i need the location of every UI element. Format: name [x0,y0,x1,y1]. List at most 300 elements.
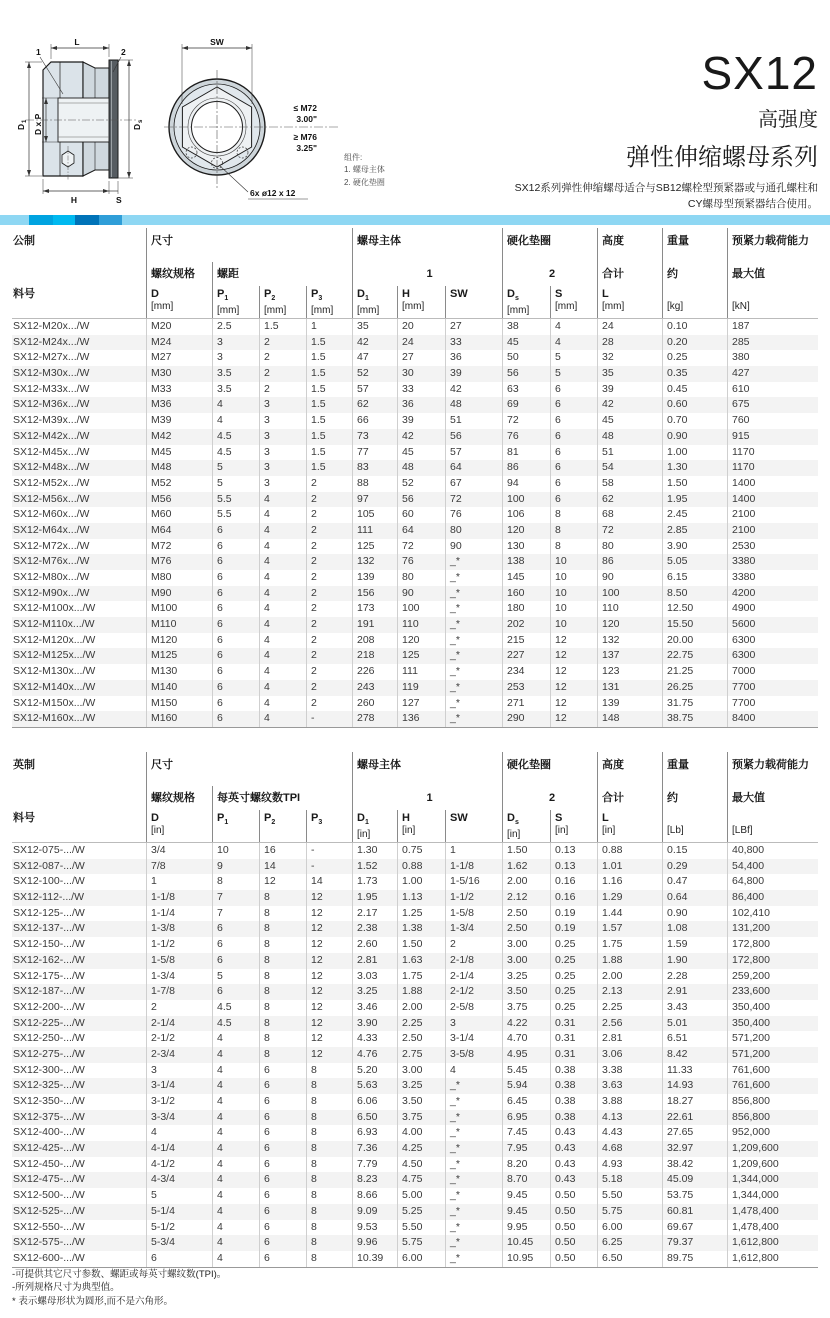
group-header: 重量 [662,228,727,262]
value-cell: 191 [352,617,397,633]
value-cell: M33 [146,382,212,398]
value-cell: 94 [502,476,550,492]
value-cell: 120 [397,633,445,649]
sub-header: 螺纹规格 [146,262,212,286]
value-cell: 132 [352,554,397,570]
value-cell: 172,800 [727,937,818,953]
value-cell: 0.19 [550,921,597,937]
table-row [12,843,818,859]
value-cell: 6 [212,696,259,712]
value-cell: 12 [306,906,352,922]
value-cell: 45 [502,335,550,351]
table-row [12,937,818,953]
value-cell: 0.50 [550,1188,597,1204]
subtitle-strength: 高强度 [758,109,818,131]
dim-label-h: H [70,195,78,205]
value-cell: 4 [212,1047,259,1063]
value-cell: 6 [259,1251,306,1267]
value-cell: 2.81 [597,1031,662,1047]
value-cell: 0.38 [550,1078,597,1094]
callout-2: 2 [121,47,126,57]
value-cell: 4.43 [597,1125,662,1141]
value-cell: 3 [259,429,306,445]
part-number-cell: SX12-M72x.../W [13,539,90,552]
value-cell: 145 [502,570,550,586]
accent-bar-segment [122,215,830,225]
value-cell: 60 [397,507,445,523]
value-cell: 8 [259,937,306,953]
value-cell: 32.97 [662,1141,727,1157]
value-cell: 148 [597,711,662,727]
value-cell: 136 [397,711,445,727]
value-cell: 290 [502,711,550,727]
value-cell: 2 [306,601,352,617]
value-cell: 2 [259,335,306,351]
value-cell: 1.5 [306,366,352,382]
value-cell: 14.93 [662,1078,727,1094]
value-cell: - [306,711,352,727]
footnote-line: * 表示螺母形状为圆形,而不是六角形。 [12,1295,173,1307]
value-cell: 0.25 [550,969,597,985]
value-cell: 4200 [727,586,818,602]
value-cell: 2 [306,523,352,539]
part-number-cell: SX12-375-.../W [13,1110,85,1123]
part-number-cell: SX12-550-.../W [13,1220,85,1233]
value-cell: 48 [397,460,445,476]
value-cell: 6 [212,570,259,586]
column-header: [kg] [662,286,727,318]
value-cell: 1 [306,319,352,335]
value-cell: 3 [259,476,306,492]
value-cell: 102,410 [727,906,818,922]
holes-note: 6x ø12 x 12 [250,188,296,198]
value-cell: 5600 [727,617,818,633]
value-cell: 1,209,600 [727,1157,818,1173]
value-cell: 3 [259,460,306,476]
value-cell: 0.90 [662,906,727,922]
value-cell: 1.95 [662,492,727,508]
table-row [12,1204,818,1220]
value-cell: 259,200 [727,969,818,985]
value-cell: 6300 [727,648,818,664]
table-row [12,953,818,969]
table-row [12,507,818,523]
value-cell: 8 [306,1220,352,1236]
legend-item-2: 2. 硬化垫圈 [344,177,385,187]
thread-size-note-small-in: 3.00" [296,114,317,124]
value-cell: 1.88 [397,984,445,1000]
value-cell: 4 [259,507,306,523]
value-cell: 120 [502,523,550,539]
value-cell: 10.45 [502,1235,550,1251]
value-cell: 4 [212,413,259,429]
value-cell: 915 [727,429,818,445]
part-number-cell: SX12-M80x.../W [13,571,90,583]
value-cell: 4.95 [502,1047,550,1063]
value-cell: _* [445,1141,502,1157]
value-cell: 33 [445,335,502,351]
value-cell: 1.5 [306,413,352,429]
value-cell: 6 [259,1172,306,1188]
value-cell: 0.16 [550,874,597,890]
value-cell: 0.43 [550,1172,597,1188]
value-cell: 1.25 [397,906,445,922]
value-cell: 4.22 [502,1016,550,1032]
value-cell: 7.79 [352,1157,397,1173]
value-cell: 0.25 [662,350,727,366]
group-header: 公制 [13,235,35,247]
dim-label-d1-sub: 1 [22,119,28,123]
value-cell: 4.5 [212,445,259,461]
value-cell: 6 [550,476,597,492]
group-header: 硬化垫圈 [502,228,597,262]
value-cell: 2.91 [662,984,727,1000]
value-cell: 6.93 [352,1125,397,1141]
value-cell: 1400 [727,476,818,492]
part-number-cell: SX12-150-.../W [13,938,85,951]
part-number-cell: SX12-112-.../W [13,891,84,904]
value-cell: 0.25 [550,937,597,953]
value-cell: 180 [502,601,550,617]
value-cell: 4 [259,617,306,633]
value-cell: 226 [352,664,397,680]
value-cell: 76 [502,429,550,445]
sub-header: 合计 [597,262,662,286]
value-cell: 6 [550,382,597,398]
table-row [12,859,818,875]
part-number-cell: SX12-M150x.../W [13,696,96,709]
value-cell: 2.50 [397,1031,445,1047]
dim-label-d1: D [16,123,26,130]
value-cell: 208 [352,633,397,649]
value-cell: 1.30 [662,460,727,476]
column-header: [LBf] [727,810,818,842]
table-row [12,350,818,366]
value-cell: 3.50 [502,984,550,1000]
value-cell: 0.43 [550,1157,597,1173]
part-number-cell: SX12-M120x.../W [13,633,96,646]
table-row [12,1094,818,1110]
value-cell: 15.50 [662,617,727,633]
value-cell: 2.17 [352,906,397,922]
value-cell: 8 [306,1251,352,1267]
table-row [12,969,818,985]
table-row [12,319,818,335]
value-cell: 6.95 [502,1110,550,1126]
value-cell: 97 [352,492,397,508]
value-cell: 0.70 [662,413,727,429]
value-cell: 2 [306,586,352,602]
value-cell: 26.25 [662,680,727,696]
value-cell: M45 [146,445,212,461]
group-header: 尺寸 [146,752,352,786]
part-number-cell: SX12-M20x.../W [13,320,90,332]
value-cell: 6 [212,984,259,1000]
value-cell: 6 [550,397,597,413]
value-cell: 2-1/4 [445,969,502,985]
value-cell: 4 [259,601,306,617]
part-number-cell: SX12-M45x.../W [13,445,90,458]
value-cell: 1.00 [397,874,445,890]
value-cell: 260 [352,696,397,712]
value-cell: 5 [212,969,259,985]
value-cell: 4 [212,1125,259,1141]
value-cell: 5-1/4 [146,1204,212,1220]
value-cell: 1.63 [397,953,445,969]
value-cell: 27.65 [662,1125,727,1141]
value-cell: 0.50 [550,1251,597,1267]
value-cell: 3.50 [397,1094,445,1110]
value-cell: 1.5 [259,319,306,335]
value-cell: 2100 [727,523,818,539]
value-cell: 1.00 [662,445,727,461]
value-cell: 1.95 [352,890,397,906]
footnote-line: -所列规格尺寸为典型值。 [12,1282,120,1294]
value-cell: 42 [597,397,662,413]
value-cell: 12 [550,711,597,727]
column-header: $P_1$ [mm] [212,286,259,318]
value-cell: 6 [259,1204,306,1220]
value-cell: M42 [146,429,212,445]
value-cell: 8.42 [662,1047,727,1063]
value-cell: 66 [352,413,397,429]
sub-header: 最大值 [727,262,818,286]
value-cell: 11.33 [662,1063,727,1079]
value-cell: 5 [550,350,597,366]
value-cell: 90 [445,539,502,555]
value-cell: 1.08 [662,921,727,937]
value-cell: 69.67 [662,1220,727,1236]
value-cell: 137 [597,648,662,664]
value-cell: 86,400 [727,890,818,906]
value-cell: 16 [259,843,306,859]
value-cell: 1.75 [397,969,445,985]
table-row [12,460,818,476]
value-cell: 81 [502,445,550,461]
part-number-cell: SX12-600-.../W [13,1251,85,1264]
value-cell: 4 [212,1110,259,1126]
value-cell: 571,200 [727,1031,818,1047]
value-cell: 0.88 [597,843,662,859]
value-cell: 0.43 [550,1141,597,1157]
value-cell: 0.25 [550,1000,597,1016]
value-cell: 0.50 [550,1235,597,1251]
dim-label-dxp: D x P [33,113,43,135]
table-row [12,664,818,680]
value-cell: 4900 [727,601,818,617]
value-cell: 2.5 [212,319,259,335]
group-header: 英制 [13,759,35,771]
sub-header: 约 [662,262,727,286]
value-cell: 4.25 [397,1141,445,1157]
part-number-cell: SX12-575-.../W [13,1236,85,1249]
value-cell: 39 [445,366,502,382]
value-cell: 1,344,000 [727,1188,818,1204]
table-row [12,1220,818,1236]
value-cell: 6 [212,664,259,680]
value-cell: 2 [306,664,352,680]
value-cell: 67 [445,476,502,492]
value-cell: 76 [397,554,445,570]
side-view-drawing [12,34,152,206]
value-cell: 5.01 [662,1016,727,1032]
part-number-cell: SX12-137-.../W [13,922,85,935]
group-header: 螺母主体 [352,752,502,786]
value-cell: 5.18 [597,1172,662,1188]
value-cell: 54,400 [727,859,818,875]
value-cell: 3.46 [352,1000,397,1016]
sub-header: 每英寸螺纹数TPI [212,786,352,810]
part-number-cell: SX12-325-.../W [13,1079,85,1092]
value-cell: 8 [259,969,306,985]
column-header: H [mm] [397,286,445,318]
part-number-cell: SX12-M110x.../W [13,618,95,631]
value-cell: 1.57 [597,921,662,937]
table-row [12,1172,818,1188]
accent-bar-segment [29,215,53,225]
value-cell: _* [445,617,502,633]
accent-bar-segment [99,215,122,225]
value-cell: 8 [306,1172,352,1188]
value-cell: 1,478,400 [727,1204,818,1220]
value-cell: 6 [259,1110,306,1126]
value-cell: - [306,859,352,875]
value-cell: 3 [146,1063,212,1079]
value-cell: 760 [727,413,818,429]
value-cell: 20 [397,319,445,335]
value-cell: 571,200 [727,1047,818,1063]
value-cell: 1-5/8 [445,906,502,922]
value-cell: 2 [306,554,352,570]
value-cell: 12 [306,921,352,937]
value-cell: 1.90 [662,953,727,969]
value-cell: 3.75 [502,1000,550,1016]
value-cell: 10.95 [502,1251,550,1267]
value-cell: 10 [550,617,597,633]
value-cell: 3.06 [597,1047,662,1063]
value-cell: 12 [550,680,597,696]
value-cell: 27 [397,350,445,366]
value-cell: 1.73 [352,874,397,890]
value-cell: 6.00 [597,1220,662,1236]
value-cell: 12 [306,953,352,969]
sub-header: 螺距 [212,262,352,286]
value-cell: 10 [212,843,259,859]
sub-header: 1 [352,786,502,810]
value-cell: 1.50 [662,476,727,492]
value-cell: 4.75 [397,1172,445,1188]
value-cell: 1.50 [502,843,550,859]
value-cell: 1-3/4 [146,969,212,985]
value-cell: 2-1/2 [146,1031,212,1047]
value-cell: 4.93 [597,1157,662,1173]
value-cell: 0.29 [662,859,727,875]
dim-label-sw: SW [210,37,224,47]
value-cell: M140 [146,680,212,696]
value-cell: 0.64 [662,890,727,906]
part-number-cell: SX12-M36x.../W [13,398,90,411]
value-cell: 7700 [727,680,818,696]
value-cell: 0.47 [662,874,727,890]
column-header: H [in] [397,810,445,842]
value-cell: 3 [259,445,306,461]
value-cell: 8 [306,1157,352,1173]
value-cell: 56 [397,492,445,508]
group-header: 螺母主体 [352,228,502,262]
value-cell: M130 [146,664,212,680]
value-cell: 2.81 [352,953,397,969]
value-cell: 38 [502,319,550,335]
part-number-cell: SX12-M52x.../W [13,476,90,489]
value-cell: 3-1/4 [146,1078,212,1094]
value-cell: 56 [445,429,502,445]
value-cell: 6.06 [352,1094,397,1110]
value-cell: 5.20 [352,1063,397,1079]
value-cell: 380 [727,350,818,366]
value-cell: 0.75 [397,843,445,859]
sub-header: 螺纹规格 [146,786,212,810]
value-cell: 2.13 [597,984,662,1000]
value-cell: 1.13 [397,890,445,906]
value-cell: 3-1/4 [445,1031,502,1047]
value-cell: 6 [212,921,259,937]
value-cell: 761,600 [727,1063,818,1079]
value-cell: 202 [502,617,550,633]
header-sub-row [12,786,818,810]
value-cell: 4.50 [397,1157,445,1173]
part-number-cell: SX12-400-.../W [13,1126,85,1139]
value-cell: 42 [352,335,397,351]
value-cell: M27 [146,350,212,366]
accent-bar-segment [0,215,29,225]
value-cell: 8.23 [352,1172,397,1188]
value-cell: 8.20 [502,1157,550,1173]
table-row [12,523,818,539]
value-cell: 28 [597,335,662,351]
value-cell: 33 [397,382,445,398]
value-cell: 4 [259,664,306,680]
part-number-cell: SX12-125-.../W [13,906,85,919]
table-row [12,1063,818,1079]
value-cell: 139 [352,570,397,586]
value-cell: 4 [212,1235,259,1251]
value-cell: 31.75 [662,696,727,712]
value-cell: 4.68 [597,1141,662,1157]
value-cell: 6.25 [597,1235,662,1251]
value-cell: 4 [259,711,306,727]
value-cell: 0.15 [662,843,727,859]
value-cell: 8 [259,984,306,1000]
value-cell: 1.29 [597,890,662,906]
value-cell: 3.25 [502,969,550,985]
value-cell: 131 [597,680,662,696]
value-cell: 12 [259,874,306,890]
value-cell: 2 [306,648,352,664]
accent-bar [0,215,830,225]
value-cell: 3.00 [502,937,550,953]
sub-header: 1 [352,262,502,286]
value-cell: 1170 [727,445,818,461]
value-cell: 5.25 [397,1204,445,1220]
value-cell: 3.75 [397,1110,445,1126]
value-cell: 8 [550,523,597,539]
group-header: 高度 [597,228,662,262]
value-cell: 6 [259,1220,306,1236]
value-cell: _* [445,1094,502,1110]
value-cell: 2.56 [597,1016,662,1032]
value-cell: 5.75 [597,1204,662,1220]
value-cell: 39 [397,413,445,429]
